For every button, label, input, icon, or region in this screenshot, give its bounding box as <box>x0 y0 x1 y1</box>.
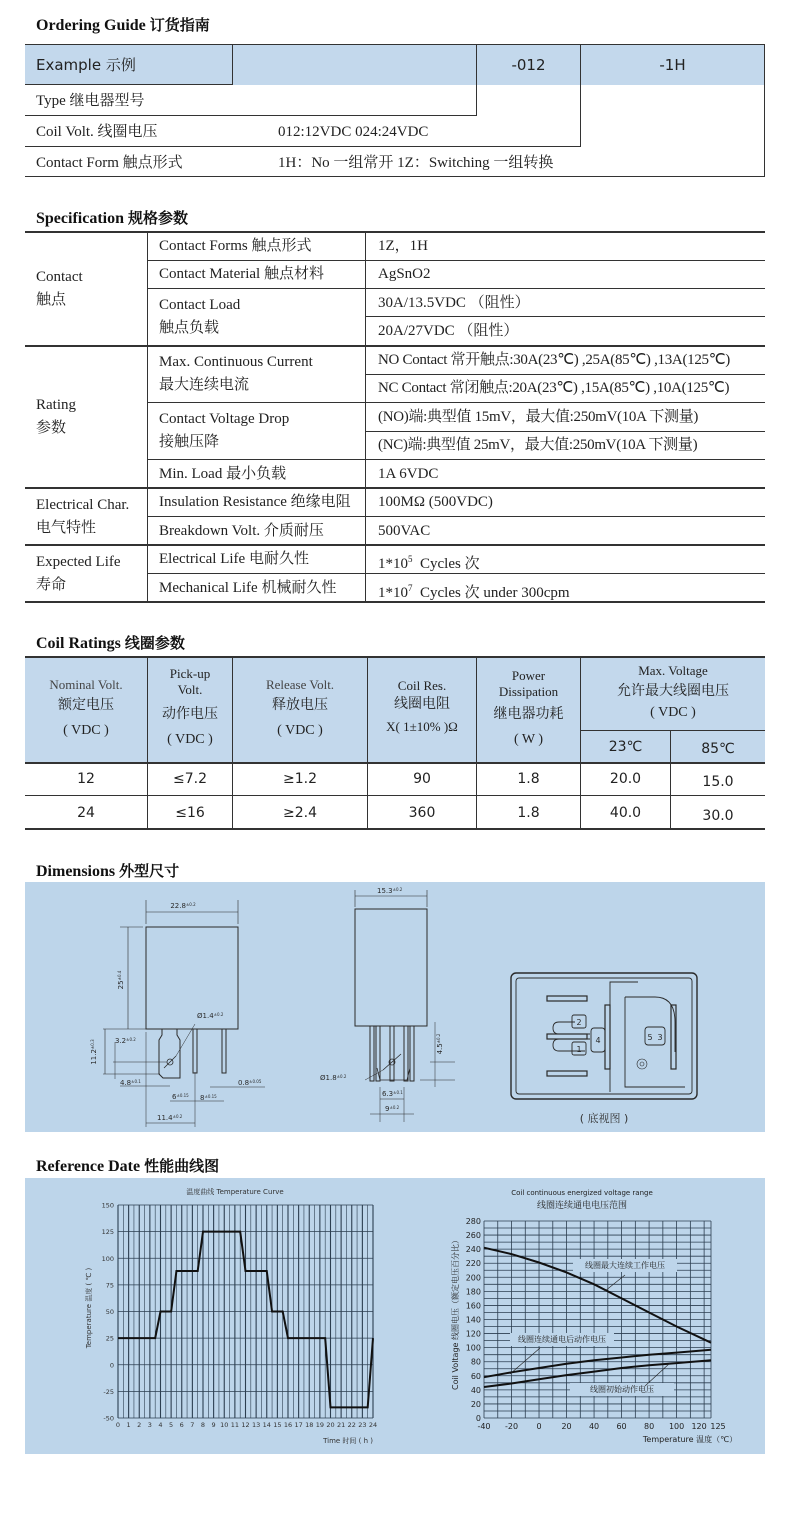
pin-label: 1 <box>576 1045 582 1054</box>
title-zh: 线圈参数 <box>124 634 185 652</box>
cell-power: 1.8 <box>517 805 540 821</box>
divider <box>25 828 765 830</box>
life-base: 1*10 <box>378 585 408 601</box>
y-tick-label: 180 <box>465 1287 481 1297</box>
y-tick-label: 280 <box>465 1217 481 1226</box>
y-tick-label: 0 <box>475 1414 481 1423</box>
title-en: Dimensions <box>36 863 116 880</box>
dim-pin-length: $11.2^{\pm 0.3}$ <box>90 1039 98 1065</box>
header-line: ( VDC ) <box>167 732 213 747</box>
pin-label: 2 <box>576 1018 582 1027</box>
x-tick-label: 20 <box>561 1422 572 1431</box>
param-zh: 触点负载 <box>159 318 220 336</box>
value-contact-load-2: 20A/27VDC （阻性） <box>378 323 519 339</box>
param-en: Max. Continuous Current <box>159 354 313 370</box>
chart-title: 温度曲线 Temperature Curve <box>186 1188 284 1196</box>
value-no-current: NO Contact 常开触点:30A(23℃) ,25A(85℃) ,13A(125℃) <box>378 352 730 368</box>
x-tick-label: 1 <box>126 1421 131 1429</box>
header-line: 继电器功耗 <box>493 706 564 722</box>
x-tick-label: 4 <box>158 1421 163 1429</box>
y-tick-label: 260 <box>465 1231 481 1241</box>
x-tick-label: 80 <box>643 1422 655 1431</box>
y-tick-label: 50 <box>105 1308 114 1316</box>
subheader-23c: 23℃ <box>608 739 643 755</box>
x-tick-label: 16 <box>283 1421 293 1429</box>
y-tick-label: 100 <box>101 1254 114 1263</box>
x-tick-label: 60 <box>616 1422 627 1431</box>
series-annotation: 线圈最大连续工作电压 <box>585 1261 665 1270</box>
header-line: Max. Voltage <box>638 663 708 678</box>
header-max-voltage <box>581 661 765 723</box>
header-line: ( VDC ) <box>63 723 109 738</box>
front-pin <box>193 1029 197 1073</box>
header-line: Power <box>511 668 546 683</box>
side-body <box>355 909 427 1026</box>
y-axis-label: Temperature 温度 ( ℃ ) <box>85 1267 93 1349</box>
header-line: 线圈电阻 <box>394 696 450 712</box>
param-breakdown: Breakdown Volt. 介质耐压 <box>159 523 324 539</box>
dim-side-hole-height: $4.5^{\pm 0.2}$ <box>436 1033 444 1055</box>
series-annotation: 线圈连续通电后动作电压 <box>518 1335 606 1344</box>
contact-form-value: 1H：No 一组常开 1Z：Switching 一组转换 <box>278 155 554 171</box>
cell-nominal: 12 <box>77 771 95 787</box>
y-tick-label: 125 <box>101 1228 114 1237</box>
group-zh: 寿命 <box>36 575 67 593</box>
divider <box>148 573 765 574</box>
dimension-drawings <box>25 882 765 1132</box>
bottom-view-caption: ( 底视图 ) <box>579 1112 629 1125</box>
divider <box>25 656 765 658</box>
dim-front-width: $22.8^{\pm 0.2}$ <box>170 902 196 910</box>
title-en: Reference Date <box>36 1158 141 1175</box>
x-tick-label: 3 <box>147 1421 152 1429</box>
reference-title <box>36 1155 219 1176</box>
pin-label: 4 <box>595 1036 601 1045</box>
dim-hole-pos: $3.2^{\pm 0.2}$ <box>115 1037 136 1045</box>
header-coil-res <box>368 676 476 736</box>
life-rest: Cycles 次 <box>412 556 480 572</box>
param-voltage-drop <box>159 408 289 452</box>
divider <box>147 232 148 602</box>
value-nc-drop: (NC)端:典型值 25mV，最大值:250mV(10A 下测量) <box>378 437 698 453</box>
front-body <box>146 927 238 1029</box>
title-en: Ordering Guide <box>36 17 146 34</box>
cell-coil-res: 90 <box>413 771 431 787</box>
value-no-drop: (NO)端:典型值 15mV，最大值:250mV(10A 下测量) <box>378 409 699 425</box>
group-en: Electrical Char. <box>36 497 130 513</box>
dim-front-height: $25^{\pm 0.4}$ <box>117 970 125 990</box>
coil-volt-value: 012:12VDC 024:24VDC <box>278 124 429 140</box>
y-tick-label: 25 <box>105 1334 114 1343</box>
header-line: Volt. <box>177 682 203 697</box>
value-nc-current: NC Contact 常闭触点:20A(23℃) ,15A(85℃) ,10A(125℃) <box>378 380 730 396</box>
y-tick-label: 150 <box>101 1201 114 1210</box>
side-pin <box>404 1026 408 1081</box>
x-tick-label: 9 <box>211 1421 216 1429</box>
x-tick-label: 5 <box>169 1421 174 1429</box>
bottom-outline <box>511 973 697 1099</box>
x-tick-label: 0 <box>536 1422 542 1431</box>
life-exp: 7 <box>408 583 413 593</box>
dim-pitch1: $6^{\pm 0.15}$ <box>172 1093 189 1101</box>
value-mechanical-life <box>378 579 570 602</box>
param-min-load: Min. Load 最小负载 <box>159 466 287 482</box>
title-zh: 外型尺寸 <box>119 862 180 880</box>
subheader-85c: 85℃ <box>701 741 735 757</box>
x-tick-label: 12 <box>241 1421 250 1429</box>
side-pin <box>410 1026 414 1081</box>
x-tick-label: 20 <box>326 1421 335 1429</box>
dim-side-pitch: $6.3^{\pm 0.1}$ <box>382 1090 403 1098</box>
divider <box>232 45 233 85</box>
group-electrical <box>36 494 129 538</box>
bottom-pin-slot <box>547 996 587 1001</box>
code-voltage: -012 <box>511 56 546 74</box>
cell-power: 1.8 <box>517 771 540 787</box>
y-tick-label: 220 <box>465 1259 481 1269</box>
group-zh: 参数 <box>36 418 67 436</box>
code-contact: -1H <box>659 56 686 74</box>
dim-side-width: $15.3^{\pm 0.2}$ <box>377 887 403 895</box>
header-line: 释放电压 <box>272 697 328 713</box>
divider <box>25 84 233 85</box>
divider <box>25 544 765 546</box>
cell-release: ≥2.4 <box>283 805 317 821</box>
header-release <box>233 675 367 741</box>
pin-label: 3 <box>657 1033 663 1042</box>
type-label: Type 继电器型号 <box>36 93 145 109</box>
cell-pickup: ≤16 <box>175 805 205 821</box>
value-electrical-life <box>378 550 480 573</box>
title-zh: 性能曲线图 <box>144 1157 220 1175</box>
divider <box>366 316 765 317</box>
ordering-guide-title <box>36 14 210 35</box>
bottom-pin-slot <box>605 1005 610 1069</box>
param-en: Contact Voltage Drop <box>159 411 290 427</box>
param-zh: 最大连续电流 <box>159 375 250 393</box>
x-tick-label: 10 <box>220 1421 229 1429</box>
bottom-pin-slot <box>547 1071 587 1076</box>
x-axis-label: Temperature 温度（℃） <box>642 1435 738 1444</box>
divider <box>25 762 765 764</box>
value-contact-material: AgSnO2 <box>378 266 431 282</box>
y-tick-label: 20 <box>470 1399 481 1409</box>
y-tick-label: 160 <box>465 1301 481 1311</box>
divider <box>581 730 765 731</box>
x-axis-label: Time 时间 ( h ) <box>323 1437 373 1445</box>
y-axis-label: Coil Voltage 线圈电压（额定电压百分比） <box>451 1235 460 1391</box>
param-contact-forms: Contact Forms 触点形式 <box>159 238 312 254</box>
y-tick-label: -50 <box>103 1414 114 1423</box>
param-insulation: Insulation Resistance 绝缘电阻 <box>159 494 351 510</box>
value-contact-load-1: 30A/13.5VDC （阻性） <box>378 295 530 311</box>
x-tick-label: 11 <box>230 1421 240 1429</box>
divider <box>148 402 765 403</box>
y-tick-label: 120 <box>465 1329 481 1339</box>
x-tick-label: -40 <box>477 1422 491 1431</box>
y-tick-label: 60 <box>470 1371 481 1381</box>
y-tick-label: 100 <box>465 1343 481 1353</box>
x-tick-label: 2 <box>137 1421 142 1429</box>
cell-max-85: 30.0 <box>702 808 734 824</box>
cell-pickup: ≤7.2 <box>173 771 207 787</box>
divider <box>148 516 765 517</box>
title-zh: 订货指南 <box>149 16 210 34</box>
divider <box>366 431 765 432</box>
x-tick-label: 120 <box>691 1422 707 1431</box>
group-en: Expected Life <box>36 554 121 570</box>
divider <box>25 231 765 233</box>
header-pickup <box>148 666 232 748</box>
value-contact-forms: 1Z，1H <box>378 238 428 254</box>
header-line: ( VDC ) <box>277 723 323 738</box>
param-zh: 接触压降 <box>159 432 220 450</box>
header-line: Pick-up <box>169 666 211 681</box>
y-tick-label: 140 <box>465 1315 481 1325</box>
x-tick-label: 21 <box>336 1421 346 1429</box>
param-electrical-life: Electrical Life 电耐久性 <box>159 551 309 567</box>
example-label: Example 示例 <box>36 56 136 74</box>
title-zh: 规格参数 <box>128 209 189 227</box>
header-line: 允许最大线圈电压 <box>617 683 729 699</box>
y-tick-label: 80 <box>470 1357 481 1367</box>
header-power <box>477 668 580 748</box>
life-exp: 5 <box>408 554 413 564</box>
header-line: Release Volt. <box>265 677 335 692</box>
divider <box>25 487 765 489</box>
x-tick-label: 125 <box>710 1422 726 1431</box>
divider <box>25 345 765 347</box>
coil-ratings-title <box>36 632 185 653</box>
x-tick-label: 0 <box>115 1421 121 1429</box>
side-pin <box>390 1026 394 1081</box>
divider <box>25 44 765 45</box>
x-tick-label: 19 <box>315 1421 325 1429</box>
x-tick-label: 24 <box>368 1421 378 1429</box>
group-rating <box>36 394 76 438</box>
x-tick-label: 23 <box>358 1421 367 1429</box>
y-tick-label: 0 <box>109 1361 114 1370</box>
x-tick-label: 14 <box>262 1421 271 1429</box>
header-line: 动作电压 <box>162 706 218 722</box>
x-tick-label: 17 <box>294 1421 303 1429</box>
header-line: 额定电压 <box>58 697 114 713</box>
param-contact-load <box>159 294 240 338</box>
divider <box>25 176 765 177</box>
x-tick-label: 15 <box>273 1421 282 1429</box>
divider <box>25 146 581 147</box>
divider <box>25 115 477 116</box>
chart-subtitle: 线圈连续通电电压范围 <box>536 1201 628 1211</box>
y-tick-label: 240 <box>465 1245 481 1255</box>
dim-front-span: $11.4^{\pm 0.2}$ <box>157 1114 183 1122</box>
bottom-pin-slot <box>547 1034 587 1039</box>
title-en: Specification <box>36 210 124 227</box>
value-insulation: 100MΩ (500VDC) <box>378 494 493 510</box>
y-tick-label: 75 <box>105 1281 114 1290</box>
cell-max-23: 40.0 <box>609 805 642 821</box>
front-tab-pin <box>159 1029 180 1078</box>
dim-side-span: $9^{\pm 0.2}$ <box>385 1105 400 1113</box>
y-tick-label: 40 <box>470 1385 481 1395</box>
dim-front-hole: $Ø1.4^{\pm 0.2}$ <box>197 1012 224 1020</box>
param-contact-material: Contact Material 触点材料 <box>159 266 324 282</box>
x-tick-label: 40 <box>588 1422 600 1431</box>
specification-title <box>36 207 188 228</box>
divider <box>366 374 765 375</box>
group-en: Contact <box>36 269 83 285</box>
header-line: Nominal Volt. <box>49 677 123 692</box>
dim-side-hole: $Ø1.8^{\pm 0.2}$ <box>320 1074 347 1082</box>
life-rest: Cycles 次 under 300cpm <box>412 585 570 601</box>
header-line: ( W ) <box>513 732 544 747</box>
dim-pin-thickness: $0.8^{\pm 0.05}$ <box>238 1079 262 1087</box>
header-nominal <box>25 675 147 741</box>
param-max-current <box>159 351 313 395</box>
header-line: Coil Res. <box>397 678 447 693</box>
group-contact <box>36 266 83 310</box>
group-zh: 电气特性 <box>36 518 97 536</box>
x-tick-label: 18 <box>305 1421 314 1429</box>
param-en: Contact Load <box>159 297 241 313</box>
value-min-load: 1A 6VDC <box>378 466 439 482</box>
x-tick-label: -20 <box>504 1422 519 1431</box>
dimensions-title <box>36 860 179 881</box>
cell-max-85: 15.0 <box>702 774 734 790</box>
series-annotation: 线圈初始动作电压 <box>590 1385 654 1394</box>
contact-form-label: Contact Form 触点形式 <box>36 155 183 171</box>
dim-pitch2: $8^{\pm 0.15}$ <box>200 1094 217 1102</box>
x-tick-label: 8 <box>200 1421 206 1429</box>
divider <box>148 288 765 289</box>
divider <box>365 232 366 602</box>
x-tick-label: 13 <box>251 1421 261 1429</box>
value-breakdown: 500VAC <box>378 523 431 539</box>
group-life <box>36 551 121 595</box>
cell-max-23: 20.0 <box>609 771 642 787</box>
front-pin <box>222 1029 226 1073</box>
chart-title: Coil continuous energized voltage range <box>511 1189 653 1197</box>
y-tick-label: -25 <box>103 1387 114 1396</box>
pin-label: 5 <box>647 1033 653 1042</box>
cell-coil-res: 360 <box>408 805 436 821</box>
group-zh: 触点 <box>36 290 67 308</box>
x-tick-label: 100 <box>668 1422 685 1431</box>
title-en: Coil Ratings <box>36 635 121 652</box>
cell-nominal: 24 <box>77 805 95 821</box>
divider <box>148 459 765 460</box>
divider <box>148 260 765 261</box>
x-tick-label: 22 <box>347 1421 356 1429</box>
header-line: X( 1±10% )Ω <box>386 719 458 734</box>
coil-voltage-chart <box>400 1178 765 1454</box>
divider <box>25 795 765 796</box>
life-base: 1*10 <box>378 556 408 572</box>
y-tick-label: 200 <box>465 1273 481 1283</box>
header-line: ( VDC ) <box>650 705 696 720</box>
side-pin <box>370 1026 374 1081</box>
header-line: Dissipation <box>498 684 559 699</box>
divider <box>764 45 765 177</box>
coil-volt-label: Coil Volt. 线圈电压 <box>36 124 158 140</box>
x-tick-label: 7 <box>190 1421 195 1429</box>
x-tick-label: 6 <box>179 1421 184 1429</box>
temperature-curve-chart <box>25 1178 385 1454</box>
param-mechanical-life: Mechanical Life 机械耐久性 <box>159 580 337 596</box>
group-en: Rating <box>36 397 76 413</box>
dim-tab-width: $4.8^{\pm 0.1}$ <box>120 1079 141 1087</box>
cell-release: ≥1.2 <box>283 771 317 787</box>
